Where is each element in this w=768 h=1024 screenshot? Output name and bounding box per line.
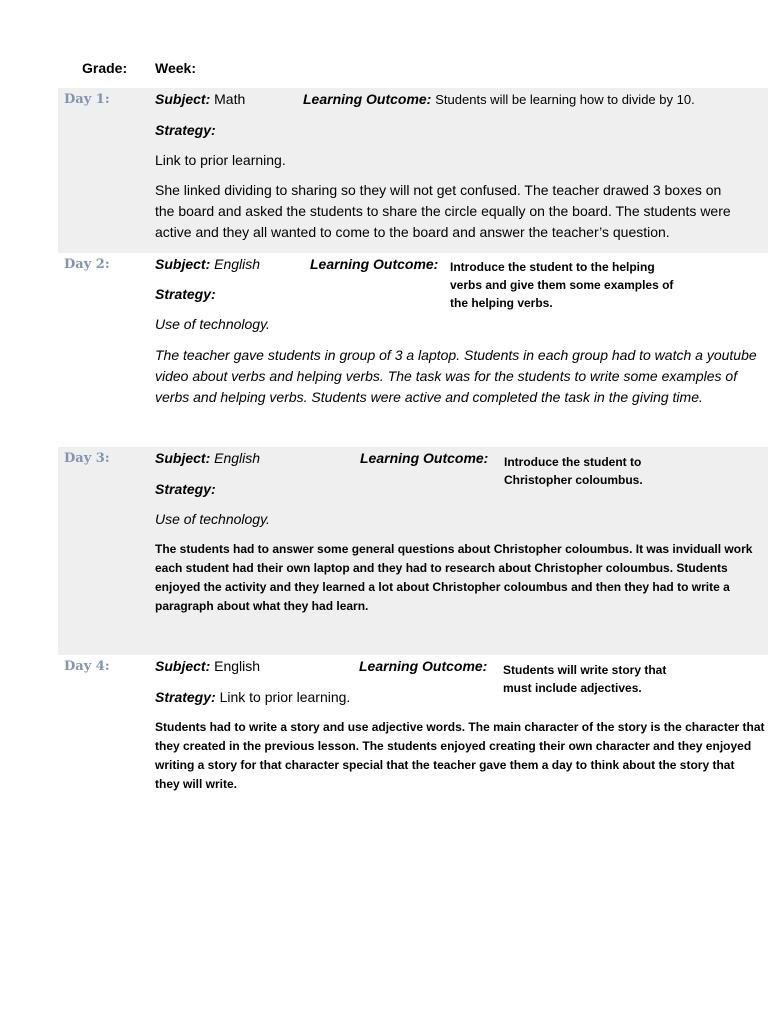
day2-desc-line: The teacher gave students in group of 3 a laptop. Students in each group had to watch a youtube (155, 347, 757, 363)
day2-strategy-label: Strategy: (155, 286, 216, 302)
day1-outcome-label: Learning Outcome: (303, 91, 432, 107)
day1-subject-value: Math (214, 91, 246, 107)
day1-outcome (303, 91, 695, 107)
day4-outcome-line: Students will write story that (503, 663, 667, 677)
week-label: Week: (155, 60, 196, 76)
day3-subject (155, 450, 260, 466)
day3-description (155, 540, 765, 616)
day2-outcome-line: verbs and give them some examples of (450, 278, 674, 292)
day1-desc-line: the board and asked the students to share the circle equally on the board. The students were (155, 203, 731, 219)
day4-desc-line: they created in the previous lesson. The students enjoyed creating their own character and they enjoyed (155, 739, 752, 753)
day1-strategy-value: Link to prior learning. (155, 152, 286, 168)
day1-desc-line: active and they all wanted to come to the board and answer the teacher’s question. (155, 224, 670, 240)
day1-desc-line: She linked dividing to sharing so they will not get confused. The teacher drawed 3 boxes on (155, 182, 722, 198)
day4-subject-value: English (214, 658, 261, 674)
day1-subject-label: Subject: (155, 91, 211, 107)
day3-outcome-line: Introduce the student to (504, 455, 642, 469)
day2-outcome-line: Introduce the student to the helping (450, 260, 655, 274)
day1-outcome-value: Students will be learning how to divide by 10. (435, 92, 695, 107)
day4-subject-label: Subject: (155, 658, 211, 674)
day2-description (155, 345, 760, 408)
day2-strategy-value: Use of technology. (155, 316, 270, 332)
day3-label: Day 3: (64, 451, 110, 466)
day3-outcome-label: Learning Outcome: (360, 450, 489, 466)
day4-strategy (155, 689, 350, 705)
day2-desc-line: video about verbs and helping verbs. The task was for the students to write some examples of (155, 368, 738, 384)
day2-outcome-label: Learning Outcome: (310, 256, 439, 272)
day2-outcome-line: the helping verbs. (450, 296, 553, 310)
day1-description (155, 180, 755, 243)
day3-desc-line: enjoyed the activity and they learned a lot about Christopher coloumbus and then they had to write a (155, 580, 730, 594)
day3-strategy-value: Use of technology. (155, 511, 270, 527)
grade-label: Grade: (82, 60, 128, 76)
day2-subject-label: Subject: (155, 256, 211, 272)
day3-desc-line: each student had their own laptop and they had to research about Christopher coloumbus. Students (155, 561, 728, 575)
day3-desc-line: The students had to answer some general questions about Christopher coloumbus. It was inviduall work (155, 542, 753, 556)
day4-subject (155, 658, 260, 674)
day4-strategy-label: Strategy: (155, 689, 216, 705)
day3-outcome-line: Christopher coloumbus. (504, 473, 643, 487)
day3-subject-value: English (214, 450, 261, 466)
day4-description (155, 718, 765, 794)
day4-desc-line: writing a story for that character special that the teacher gave them a day to think about the story that (155, 758, 735, 772)
day2-subject (155, 256, 260, 272)
day2-outcome-value (450, 258, 690, 312)
day1-subject (155, 91, 245, 107)
day2-subject-value: English (214, 256, 261, 272)
day2-desc-line: verbs and helping verbs. Students were active and completed the task in the giving time. (155, 389, 703, 405)
day3-outcome-value (504, 453, 704, 489)
day4-desc-line: Students had to write a story and use adjective words. The main character of the story is the character that (155, 720, 765, 734)
day4-outcome-label: Learning Outcome: (359, 658, 488, 674)
day4-label: Day 4: (64, 659, 110, 674)
day3-strategy-label: Strategy: (155, 481, 216, 497)
day3-subject-label: Subject: (155, 450, 211, 466)
day3-desc-line: paragraph about what they had learn. (155, 599, 369, 613)
day4-strategy-value: Link to prior learning. (219, 689, 351, 705)
day4-outcome-value (503, 661, 703, 697)
day4-desc-line: they will write. (155, 777, 238, 791)
day1-strategy-label: Strategy: (155, 122, 216, 138)
day1-label: Day 1: (64, 92, 110, 107)
day4-outcome-line: must include adjectives. (503, 681, 642, 695)
day2-label: Day 2: (64, 257, 110, 272)
